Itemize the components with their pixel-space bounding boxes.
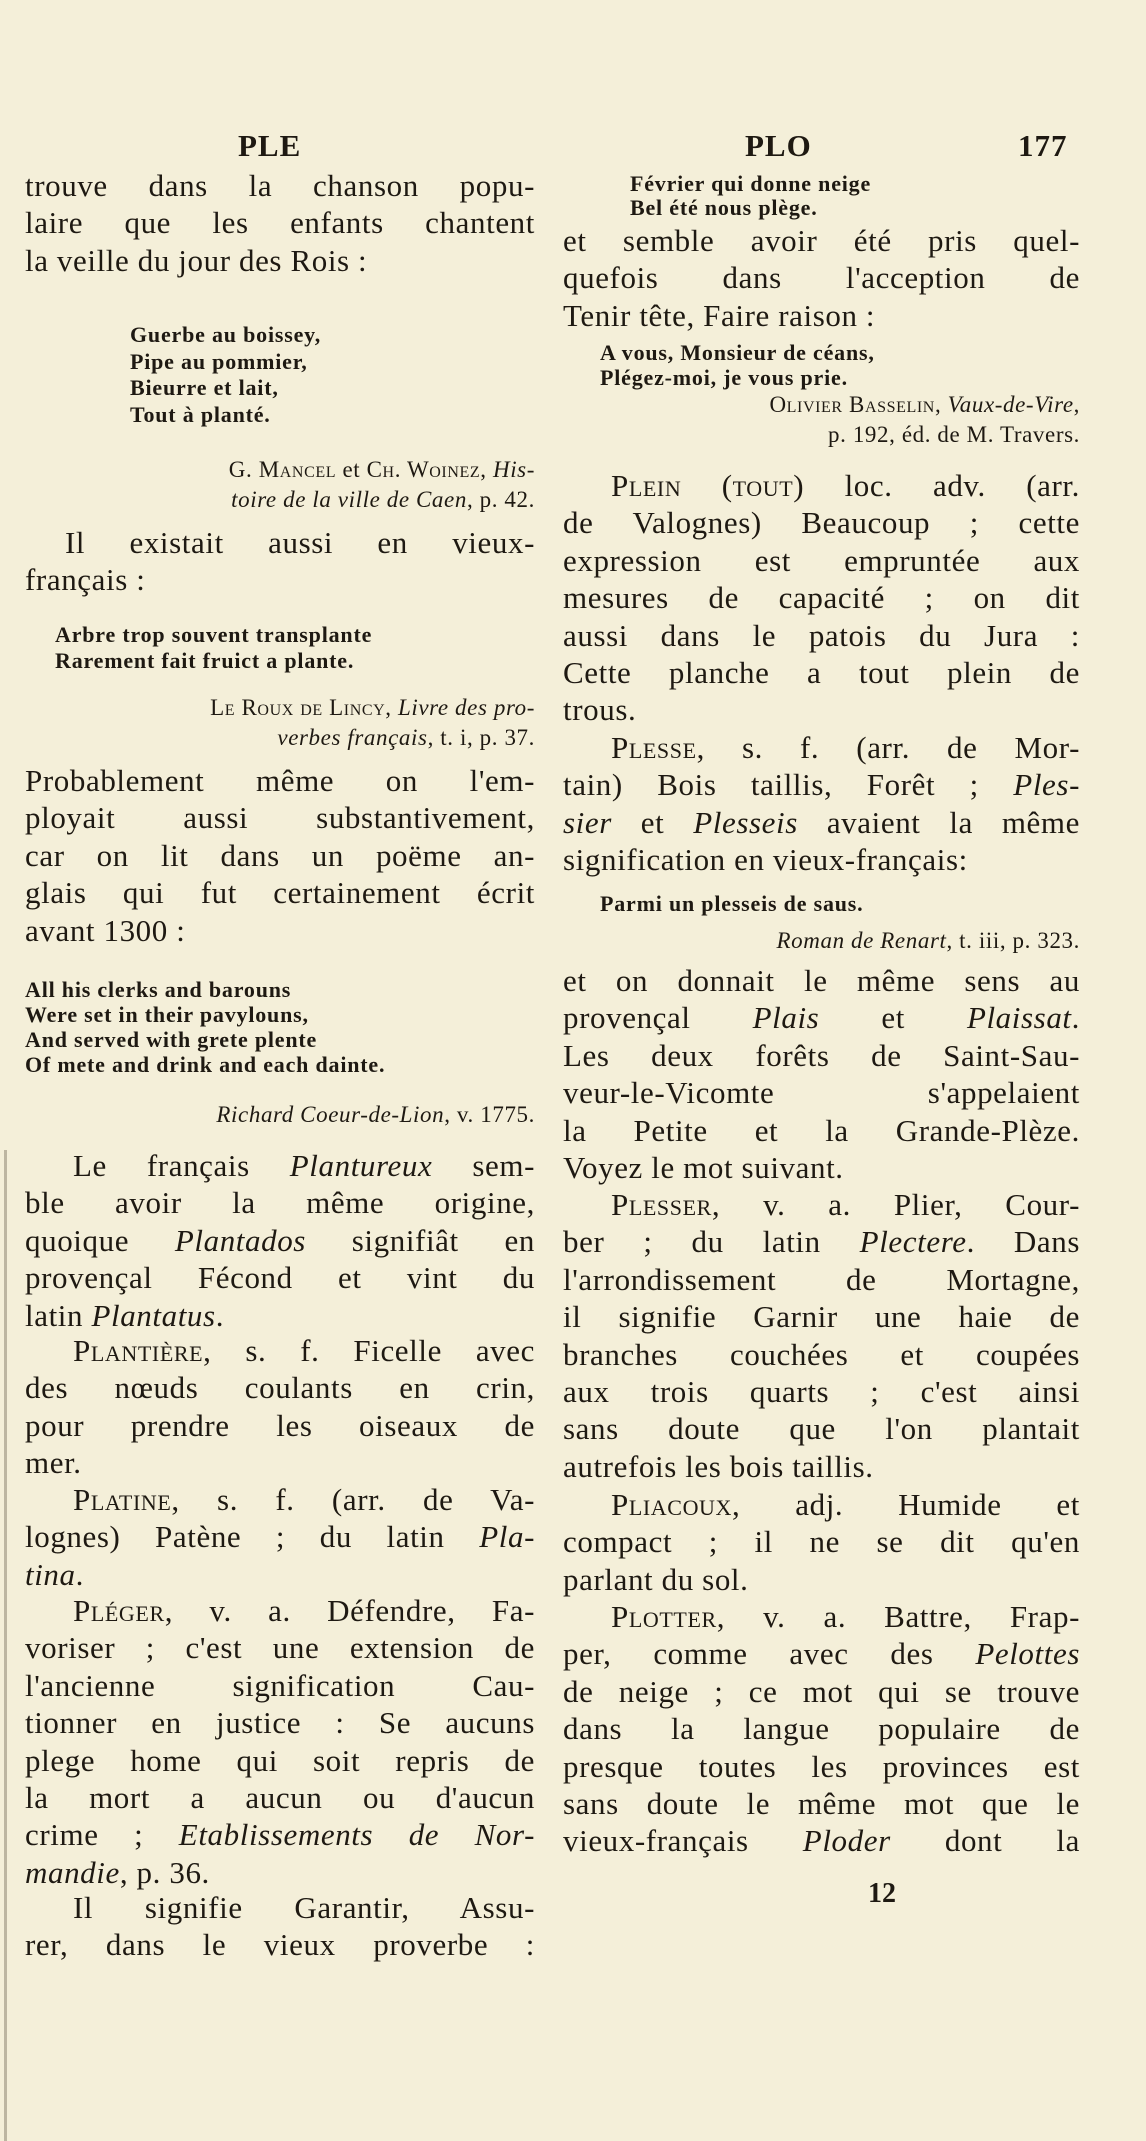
verse-quote bbox=[25, 322, 535, 428]
text-line bbox=[25, 1816, 535, 1853]
text-line bbox=[25, 1052, 535, 1077]
paragraph bbox=[25, 167, 535, 279]
text-run: et bbox=[336, 457, 367, 482]
text-run: dans la langue populaire de bbox=[563, 1711, 1080, 1747]
text-run: ployait aussi substantivement, bbox=[25, 800, 535, 836]
text-line bbox=[25, 762, 535, 799]
text-run: des nœuds coulants en crin, bbox=[25, 1370, 535, 1406]
text-line bbox=[563, 1785, 1080, 1822]
text-line bbox=[25, 204, 535, 241]
text-run: provençal bbox=[563, 1000, 753, 1036]
text-line bbox=[25, 561, 535, 598]
text-line bbox=[25, 1926, 535, 1963]
italic-text: Plantatus bbox=[91, 1297, 216, 1333]
text-line bbox=[25, 1444, 535, 1481]
text-line bbox=[25, 1889, 535, 1926]
text-run: ( bbox=[681, 468, 733, 503]
text-run: mesures de capacité ; on dit bbox=[563, 580, 1080, 616]
text-line bbox=[563, 1149, 1080, 1186]
text-run: Rarement fait fruict a plante. bbox=[55, 648, 355, 673]
text-line bbox=[25, 1742, 535, 1779]
text-line bbox=[25, 1184, 535, 1221]
citation bbox=[25, 1100, 535, 1130]
text-run: pour prendre les oiseaux de bbox=[25, 1407, 535, 1443]
text-line bbox=[25, 167, 535, 204]
text-run: crime ; bbox=[25, 1817, 179, 1853]
italic-text: Plantureux bbox=[289, 1148, 433, 1183]
text-line bbox=[25, 648, 535, 674]
text-run: , bbox=[480, 457, 493, 482]
text-line bbox=[25, 1369, 535, 1406]
text-line bbox=[563, 1037, 1080, 1074]
text-run: , bbox=[1073, 392, 1080, 417]
text-line bbox=[563, 579, 1080, 616]
text-line bbox=[563, 1186, 1080, 1223]
text-line bbox=[563, 1373, 1080, 1410]
text-line bbox=[25, 375, 535, 402]
text-line bbox=[563, 1112, 1080, 1149]
text-run: , t. i, p. 37. bbox=[427, 725, 535, 750]
paragraph bbox=[563, 1598, 1080, 1860]
text-run: signifiât en bbox=[305, 1222, 535, 1258]
text-run: Les deux forêts de Saint-Sau- bbox=[563, 1037, 1080, 1073]
text-run: trous. bbox=[563, 692, 637, 728]
text-run: And served with grete plente bbox=[25, 1027, 318, 1052]
paragraph bbox=[25, 1147, 535, 1334]
text-line bbox=[563, 891, 1080, 916]
text-line bbox=[25, 723, 535, 753]
text-line bbox=[25, 485, 535, 515]
text-line bbox=[25, 1259, 535, 1296]
text-run: , adj. Humide et bbox=[732, 1487, 1080, 1522]
running-head-left: PLE bbox=[238, 128, 302, 163]
small-caps-headword: Le Roux de Lincy bbox=[210, 695, 386, 720]
text-run: , p. 36. bbox=[119, 1854, 210, 1890]
text-run: la Petite et la Grande-Plèze. bbox=[563, 1112, 1080, 1148]
text-line bbox=[25, 1407, 535, 1444]
text-line bbox=[563, 1448, 1080, 1485]
verse-quote bbox=[563, 340, 1080, 390]
text-line bbox=[563, 196, 1080, 220]
text-run: . bbox=[75, 1556, 84, 1592]
text-run: sans doute le même mot que le bbox=[563, 1785, 1080, 1821]
italic-text: Plaissat bbox=[966, 1000, 1072, 1036]
citation bbox=[563, 926, 1080, 956]
text-line bbox=[563, 259, 1080, 296]
text-line bbox=[25, 1332, 535, 1369]
text-run: de neige ; ce mot qui se trouve bbox=[563, 1673, 1080, 1709]
text-line bbox=[563, 340, 1080, 365]
verse-quote bbox=[25, 622, 535, 674]
text-run: tionner en justice : Se aucuns bbox=[25, 1705, 535, 1741]
italic-text: toire de la ville de Caen bbox=[231, 487, 467, 512]
text-run: tain) Bois taillis, Forêt ; bbox=[563, 767, 1014, 803]
text-run: . bbox=[215, 1297, 225, 1333]
italic-text: Vaux-de-Vire bbox=[947, 392, 1074, 417]
paragraph bbox=[563, 729, 1080, 879]
text-line bbox=[25, 242, 535, 279]
text-run: il signifie Garnir une haie de bbox=[563, 1299, 1080, 1335]
verse-quote bbox=[563, 172, 1080, 220]
text-line bbox=[563, 467, 1080, 504]
text-run: Arbre trop souvent transplante bbox=[55, 622, 373, 647]
text-line bbox=[25, 322, 535, 349]
text-run: , v. a. Battre, Frap- bbox=[716, 1599, 1080, 1634]
text-run: Were set in their pavylouns, bbox=[25, 1002, 309, 1027]
paragraph bbox=[563, 1186, 1080, 1485]
text-line bbox=[563, 766, 1080, 803]
text-run: signification en vieux-français: bbox=[563, 842, 968, 878]
text-run: et semble avoir été pris quel- bbox=[563, 223, 1080, 258]
signature-mark: 12 bbox=[868, 1878, 896, 1909]
text-line bbox=[563, 365, 1080, 390]
text-line bbox=[563, 420, 1080, 450]
text-line bbox=[563, 804, 1080, 841]
italic-text: His- bbox=[492, 457, 535, 482]
text-run: , p. 42. bbox=[466, 487, 535, 512]
text-line bbox=[563, 542, 1080, 579]
text-line bbox=[25, 1481, 535, 1518]
text-run: Probablement même on l'em- bbox=[25, 763, 535, 798]
paragraph bbox=[25, 1481, 535, 1593]
text-run: dont la bbox=[890, 1823, 1080, 1859]
text-line bbox=[25, 1027, 535, 1052]
paragraph bbox=[25, 762, 535, 949]
text-line bbox=[25, 1592, 535, 1629]
text-run: aux trois quarts ; c'est ainsi bbox=[563, 1373, 1080, 1409]
text-run: p. 192, éd. de M. Travers. bbox=[828, 422, 1080, 447]
small-caps-headword: Olivier Basselin bbox=[769, 392, 935, 417]
italic-text: Plais bbox=[752, 1000, 820, 1036]
paragraph bbox=[563, 962, 1080, 1186]
text-line bbox=[563, 1710, 1080, 1747]
text-run: latin bbox=[25, 1297, 92, 1333]
scan-edge bbox=[4, 1150, 7, 2141]
italic-text: Plectere bbox=[859, 1224, 967, 1260]
text-run: . bbox=[1071, 1000, 1080, 1036]
small-caps-headword: Platine bbox=[73, 1482, 172, 1517]
text-line bbox=[25, 1629, 535, 1666]
text-run: Voyez le mot suivant. bbox=[563, 1149, 844, 1185]
text-line bbox=[25, 977, 535, 1002]
text-run: rer, dans le vieux proverbe : bbox=[25, 1927, 535, 1963]
running-head-right: PLO bbox=[745, 128, 812, 163]
small-caps-headword: Plesser bbox=[611, 1187, 712, 1222]
text-run: Of mete and drink and each dainte. bbox=[25, 1052, 386, 1077]
text-line bbox=[563, 1561, 1080, 1598]
text-run: avaient la même bbox=[797, 804, 1080, 840]
text-run: ble avoir la même origine, bbox=[25, 1185, 535, 1221]
text-line bbox=[25, 1222, 535, 1259]
text-run: l'ancienne signification Cau- bbox=[25, 1667, 535, 1703]
text-run: la mort a aucun ou d'aucun bbox=[25, 1779, 535, 1815]
text-run: lognes) Patène ; du latin bbox=[25, 1519, 480, 1555]
small-caps-headword: tout bbox=[732, 468, 794, 503]
text-run: parlant du sol. bbox=[563, 1561, 749, 1597]
small-caps-headword: Ch. Woinez bbox=[366, 457, 481, 482]
paragraph bbox=[25, 1592, 535, 1891]
citation bbox=[25, 455, 535, 515]
text-line bbox=[563, 962, 1080, 999]
text-run: , v. 1775. bbox=[444, 1102, 535, 1127]
italic-text: Etablissements de Nor- bbox=[178, 1817, 535, 1853]
text-run: Il existait aussi en vieux- bbox=[65, 525, 535, 560]
text-line bbox=[25, 1667, 535, 1704]
text-line bbox=[563, 1523, 1080, 1560]
text-line bbox=[563, 1748, 1080, 1785]
text-line bbox=[25, 1556, 535, 1593]
paragraph bbox=[25, 1332, 535, 1482]
text-run: Plégez-moi, je vous prie. bbox=[600, 365, 848, 390]
italic-text: Roman de Renart bbox=[776, 928, 947, 953]
text-run: sem- bbox=[432, 1148, 535, 1183]
text-line bbox=[25, 402, 535, 429]
text-run: Le français bbox=[73, 1148, 290, 1183]
text-run: Pipe au pommier, bbox=[130, 348, 308, 374]
italic-text: Pelottes bbox=[975, 1636, 1080, 1672]
paragraph bbox=[25, 1889, 535, 1964]
text-run: expression est empruntée aux bbox=[563, 542, 1080, 578]
text-line bbox=[563, 617, 1080, 654]
text-line bbox=[25, 693, 535, 723]
text-line bbox=[563, 999, 1080, 1036]
text-run: Tenir tête, Faire raison : bbox=[563, 297, 876, 333]
text-line bbox=[25, 799, 535, 836]
text-run: quoique bbox=[25, 1222, 175, 1258]
text-run: , v. a. Plier, Cour- bbox=[711, 1187, 1080, 1222]
text-run: et bbox=[611, 804, 694, 840]
text-run: trouve dans la chanson popu- bbox=[25, 168, 535, 203]
verse-quote bbox=[25, 977, 535, 1077]
text-line bbox=[25, 874, 535, 911]
text-line bbox=[563, 841, 1080, 878]
small-caps-headword: Plein bbox=[611, 468, 682, 503]
text-run: avant 1300 : bbox=[25, 912, 186, 948]
paragraph bbox=[563, 1486, 1080, 1598]
paragraph bbox=[563, 467, 1080, 729]
text-line bbox=[563, 1223, 1080, 1260]
text-line bbox=[25, 1100, 535, 1130]
small-caps-headword: Pliacoux bbox=[611, 1487, 733, 1522]
text-run: ) loc. adv. (arr. bbox=[793, 468, 1080, 503]
text-line bbox=[25, 622, 535, 648]
text-line bbox=[25, 1518, 535, 1555]
text-line bbox=[563, 222, 1080, 259]
verse-quote bbox=[563, 891, 1080, 916]
text-run: ber ; du latin bbox=[563, 1224, 860, 1260]
text-run: Guerbe au boissey, bbox=[130, 322, 322, 347]
text-run: français : bbox=[25, 562, 146, 598]
paragraph bbox=[25, 524, 535, 599]
italic-text: mandie bbox=[25, 1854, 120, 1890]
text-line bbox=[25, 837, 535, 874]
text-run: glais qui fut certainement écrit bbox=[25, 875, 535, 911]
text-line bbox=[25, 1854, 535, 1891]
text-line bbox=[563, 654, 1080, 691]
text-line bbox=[563, 1635, 1080, 1672]
text-run: Il signifie Garantir, Assu- bbox=[73, 1890, 535, 1925]
text-run: laire que les enfants chantent bbox=[25, 205, 535, 241]
italic-text: sier bbox=[563, 804, 612, 840]
italic-text: Richard Coeur-de-Lion bbox=[216, 1102, 445, 1127]
text-line bbox=[563, 504, 1080, 541]
italic-text: tina bbox=[25, 1556, 76, 1592]
text-run: et on donnait le même sens au bbox=[563, 963, 1080, 998]
text-run: , s. f. (arr. de Mor- bbox=[696, 730, 1080, 765]
text-line bbox=[563, 1673, 1080, 1710]
text-run: aussi dans le patois du Jura : bbox=[563, 617, 1080, 653]
text-run: et bbox=[819, 1000, 967, 1036]
italic-text: Pla- bbox=[479, 1519, 535, 1555]
italic-text: verbes français bbox=[277, 725, 428, 750]
text-run: quefois dans l'acception de bbox=[563, 260, 1080, 296]
text-line bbox=[25, 912, 535, 949]
text-line bbox=[563, 926, 1080, 956]
text-line bbox=[563, 1074, 1080, 1111]
text-line bbox=[25, 1704, 535, 1741]
text-run: , s. f. (arr. de Va- bbox=[171, 1482, 535, 1517]
text-run: l'arrondissement de Mortagne, bbox=[563, 1261, 1080, 1297]
text-run: veur-le-Vicomte s'appelaient bbox=[563, 1075, 1080, 1111]
text-line bbox=[563, 1336, 1080, 1373]
text-run: Tout à planté. bbox=[130, 401, 271, 427]
text-run: Parmi un plesseis de saus. bbox=[600, 891, 864, 916]
text-line bbox=[25, 349, 535, 376]
text-line bbox=[563, 729, 1080, 766]
page-number: 177 bbox=[1018, 128, 1068, 163]
italic-text: Ples- bbox=[1013, 767, 1080, 803]
text-run: A vous, Monsieur de céans, bbox=[600, 340, 875, 365]
text-run: presque toutes les provinces est bbox=[563, 1748, 1080, 1784]
small-caps-headword: G. Mancel bbox=[228, 457, 337, 482]
text-run: voriser ; c'est une extension de bbox=[25, 1630, 535, 1666]
text-line bbox=[563, 172, 1080, 196]
text-run: Bel été nous plège. bbox=[630, 195, 818, 220]
text-line bbox=[563, 297, 1080, 334]
italic-text: Livre des pro- bbox=[397, 695, 535, 720]
italic-text: Plesseis bbox=[693, 804, 798, 840]
text-line bbox=[25, 1779, 535, 1816]
text-run: de Valognes) Beaucoup ; cette bbox=[563, 505, 1080, 541]
text-line bbox=[563, 390, 1080, 420]
text-line bbox=[25, 1147, 535, 1184]
text-run: Février qui donne neige bbox=[630, 171, 872, 196]
small-caps-headword: Plantière bbox=[73, 1333, 204, 1368]
text-run: sans doute que l'on plantait bbox=[563, 1411, 1080, 1447]
text-line bbox=[563, 1261, 1080, 1298]
text-line bbox=[25, 1002, 535, 1027]
text-run: mer. bbox=[25, 1445, 82, 1481]
text-line bbox=[25, 524, 535, 561]
text-line bbox=[563, 1298, 1080, 1335]
text-line bbox=[25, 1297, 535, 1334]
text-run: , s. f. Ficelle avec bbox=[203, 1333, 535, 1368]
text-run: per, comme avec des bbox=[563, 1636, 976, 1672]
text-run: Cette planche a tout plein de bbox=[563, 654, 1080, 690]
text-line bbox=[563, 1822, 1080, 1859]
text-run: All his clerks and barouns bbox=[25, 977, 292, 1002]
text-run: vieux-français bbox=[563, 1823, 803, 1859]
small-caps-headword: Plesse bbox=[611, 730, 697, 765]
text-line bbox=[563, 1410, 1080, 1447]
text-run: , v. a. Défendre, Fa- bbox=[164, 1593, 535, 1628]
paragraph bbox=[563, 222, 1080, 334]
citation bbox=[563, 390, 1080, 450]
text-run: plege home qui soit repris de bbox=[25, 1742, 535, 1778]
small-caps-headword: Pléger bbox=[73, 1593, 165, 1628]
text-run: . Dans bbox=[966, 1224, 1080, 1260]
text-line bbox=[563, 691, 1080, 728]
text-run: compact ; il ne se dit qu'en bbox=[563, 1524, 1080, 1560]
small-caps-headword: Plotter bbox=[611, 1599, 717, 1634]
italic-text: Plantados bbox=[174, 1222, 306, 1258]
italic-text: Ploder bbox=[802, 1823, 891, 1859]
text-run: autrefois les bois taillis. bbox=[563, 1448, 874, 1484]
text-run: , bbox=[385, 695, 398, 720]
text-line bbox=[563, 1598, 1080, 1635]
text-run: la veille du jour des Rois : bbox=[25, 242, 368, 278]
text-run: , t. iii, p. 323. bbox=[946, 928, 1080, 953]
text-run: Bieurre et lait, bbox=[130, 375, 279, 400]
text-line bbox=[25, 455, 535, 485]
text-run: car on lit dans un poëme an- bbox=[25, 837, 535, 873]
text-line bbox=[563, 1486, 1080, 1523]
text-run: branches couchées et coupées bbox=[563, 1336, 1080, 1372]
citation bbox=[25, 693, 535, 753]
text-run: provençal Fécond et vint du bbox=[25, 1260, 535, 1296]
text-run: , bbox=[934, 392, 948, 417]
